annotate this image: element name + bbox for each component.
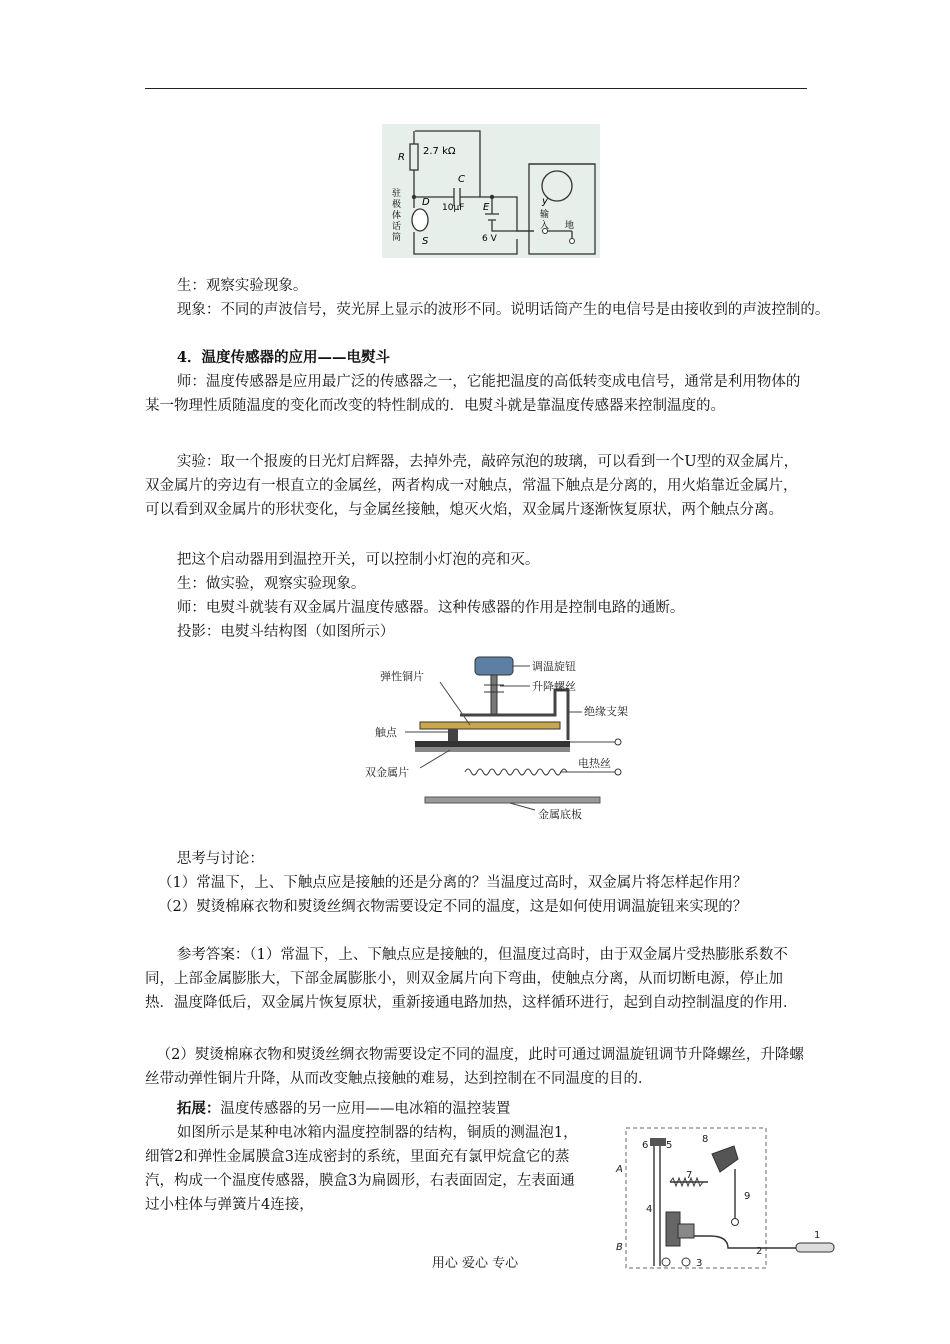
base-shape [425,797,600,803]
extension-label: 拓展： [176,1100,221,1117]
starter-paragraph: 把这个启动器用到温控开关，可以控制小灯泡的亮和灭。 [176,552,540,568]
label-9: 9 [744,1191,751,1202]
spring-copper-shape [420,722,560,729]
d-label: D [422,197,430,208]
label-7: 7 [686,1170,693,1181]
question-2: （2）熨烫棉麻衣物和熨烫丝绸衣物需要设定不同的温度，这是如何使用调温旋钮来实现的？ [158,899,748,915]
base-label: 金属底板 [538,808,582,821]
microphone-symbol [412,209,428,231]
knob-shape [475,657,513,675]
teacher-iron: 师：电熨斗就装有双金属片温度传感器。这种传感器的作用是控制电路的通断。 [176,600,685,616]
label-3: 3 [696,1258,703,1269]
page-footer: 用心 爱心 专心 [431,1256,519,1271]
student-experiment: 生：做实验，观察实验现象。 [176,576,366,592]
teacher-temp-sensor: 师：温度传感器是应用最广泛的传感器之一，它能把温度的高低转变成电信号，通常是利用物体的某一物理性质随温度的变化而改变的特性制成的．电熨斗就是靠温度传感器来控制温度的。 [145,374,801,414]
fridge-paragraph: 如图所示是某种电冰箱内温度控制器的结构，铜质的测温泡1，细管2和弹性金属膜盒3连成密封的系统，里面充有氯甲烷盒它的蒸汽，构成一个温度传感器，膜盒3为扁圆形，右表面固定，左表面通过小柱体与弹簧片4连接， [145,1125,578,1213]
label-1: 1 [814,1230,821,1241]
mic-label [392,188,401,243]
screw-shape [491,675,497,715]
label-5: 5 [666,1140,673,1151]
r-label: R [398,152,405,163]
svg-text:体: 体 [392,211,402,221]
svg-text:话: 话 [392,222,402,232]
think-discuss: 思考与讨论： [176,851,264,867]
extension-heading [145,1097,810,1121]
header-rule [145,88,807,89]
label-b: B [616,1242,623,1253]
extension-text: 温度传感器的另一应用——电冰箱的温控装置 [220,1101,511,1117]
iron-structure-figure [360,650,650,828]
mic-circuit-figure [382,124,600,258]
bimetal-label: 双金属片 [365,766,409,779]
ground-terminal [570,239,575,244]
r-value: 2.7 kΩ [423,146,456,157]
heater-label: 电热丝 [578,757,611,770]
label-a: A [616,1164,623,1175]
e-value: 6 V [482,234,497,244]
projection-paragraph: 投影：电熨斗结构图（如图所示） [176,624,395,640]
screw-label: 升降螺丝 [532,680,576,693]
ground-label: 地 [565,221,575,231]
y-label: y [542,196,548,207]
svg-text:驻: 驻 [392,189,402,199]
bimetal-shape [415,741,570,747]
svg-text:极: 极 [392,200,402,210]
answer-1: 参考答案：（1）常温下，上、下触点应是接触的，但温度过高时，由于双金属片受热膨胀系数不同，上部金属膨胀大，下部金属膨胀小，则双金属片向下弯曲，使触点分离，从而切断电源，停止加热．温度降低后，双金属片恢复原状，重新接通电路加热，这样循环进行，起到自动控制温度的作用． [145,947,798,1011]
c-label: C [458,174,465,185]
bulb-1-shape [796,1243,834,1252]
input-label-2: 入 [540,221,550,231]
s-label: S [422,236,429,247]
input-label-1: 输 [540,210,550,220]
label-4: 4 [646,1204,653,1215]
bracket-label: 绝缘支架 [584,705,628,718]
contact-label: 触点 [375,726,397,739]
label-2: 2 [756,1246,763,1257]
label-8: 8 [702,1134,709,1145]
student-observe: 生：观察实验现象。 [176,278,308,294]
svg-text:筒: 筒 [392,233,402,243]
answer-2: （2）熨烫棉麻衣物和熨烫丝绸衣物需要设定不同的温度，此时可通过调温旋钮调节升降螺丝，升降螺丝带动弹性铜片升降，从而改变触点接触的难易，达到控制在不同温度的目的． [145,1047,804,1087]
e-label: E [483,202,490,213]
section-heading-4: 4．温度传感器的应用——电熨斗 [176,349,390,366]
experiment-paragraph: 实验：取一个报废的日光灯启辉器，去掉外壳，敲碎氖泡的玻璃，可以看到一个U型的双金属片，双金属片的旁边有一根直立的金属丝，两者构成一对触点，常温下触点是分离的，用火焰靠近金属片，可以看到双金属片的形状变化，与金属丝接触，熄灭火焰，双金属片逐渐恢复原状，两个触点分离。 [145,454,799,518]
phenomenon-paragraph: 现象：不同的声波信号，荧光屏上显示的波形不同。说明话筒产生的电信号是由接收到的声波控制的。 [176,302,830,318]
label-6: 6 [642,1140,649,1151]
spring-label: 弹性铜片 [380,670,424,683]
question-1: （1）常温下，上、下触点应是接触的还是分离的？当温度过高时，双金属片将怎样起作用？ [158,875,748,891]
c-value: 10μF [442,203,465,213]
knob-label: 调温旋钮 [532,660,576,673]
heater-shape [465,769,567,775]
cam-8-shape [712,1146,738,1172]
